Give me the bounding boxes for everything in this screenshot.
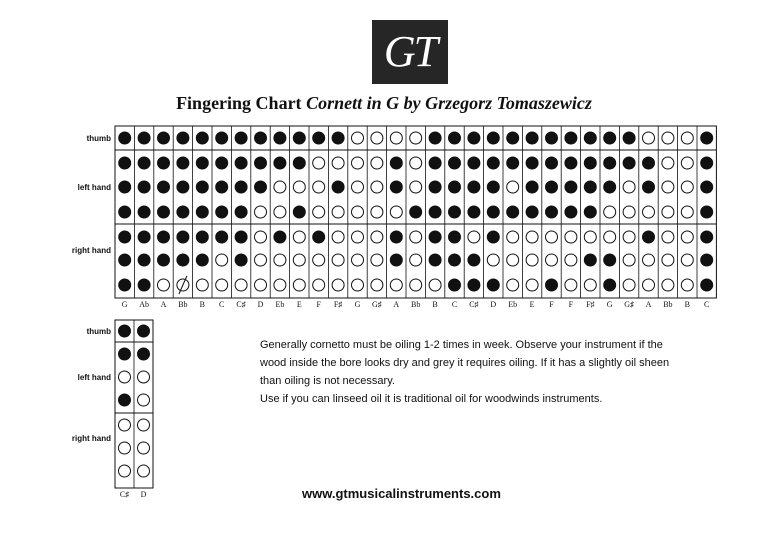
open-hole <box>352 231 364 243</box>
closed-hole <box>701 206 713 218</box>
closed-hole <box>429 231 441 243</box>
open-hole <box>546 231 558 243</box>
description-line: Generally cornetto must be oiling 1-2 times in week. Observe your instrument if the <box>260 339 663 351</box>
closed-hole <box>487 181 499 193</box>
open-hole <box>584 231 596 243</box>
open-hole <box>332 254 344 266</box>
closed-hole <box>449 279 461 291</box>
closed-hole <box>468 157 480 169</box>
open-hole <box>332 279 344 291</box>
description-line: wood inside the bore looks dry and grey it requires oiling. If it has a slightly oil sheen <box>260 357 670 369</box>
open-hole <box>681 132 693 144</box>
open-hole <box>507 254 519 266</box>
open-hole <box>119 419 131 431</box>
note-label: D <box>140 490 147 499</box>
title-main: Fingering Chart <box>176 93 302 113</box>
open-hole <box>468 231 480 243</box>
closed-hole <box>565 206 577 218</box>
open-hole <box>216 279 228 291</box>
note-label: C♯ <box>119 490 130 499</box>
open-hole <box>410 132 422 144</box>
open-hole <box>662 206 674 218</box>
open-hole <box>410 279 422 291</box>
closed-hole <box>429 206 441 218</box>
closed-hole <box>526 157 538 169</box>
open-hole <box>371 181 383 193</box>
open-hole <box>138 465 150 477</box>
note-label: F♯ <box>333 300 343 309</box>
open-hole <box>352 206 364 218</box>
note-label: B <box>199 300 205 309</box>
title-instrument: Cornett in G by Grzegorz Tomaszewicz <box>306 93 592 113</box>
note-label: Bb <box>663 300 673 309</box>
closed-hole <box>119 394 131 406</box>
open-hole <box>313 254 325 266</box>
open-hole <box>487 254 499 266</box>
open-hole <box>352 181 364 193</box>
closed-hole <box>487 206 499 218</box>
closed-hole <box>584 254 596 266</box>
closed-hole <box>643 157 655 169</box>
note-label: A <box>645 300 652 309</box>
closed-hole <box>546 157 558 169</box>
closed-hole <box>196 206 208 218</box>
closed-hole <box>274 157 286 169</box>
closed-hole <box>584 206 596 218</box>
open-hole <box>371 231 383 243</box>
open-hole <box>390 279 402 291</box>
open-hole <box>623 231 635 243</box>
row-label: right hand <box>71 246 111 255</box>
closed-hole <box>623 157 635 169</box>
closed-hole <box>487 231 499 243</box>
open-hole <box>410 157 422 169</box>
open-hole <box>293 181 305 193</box>
open-hole <box>662 254 674 266</box>
note-label: Ab <box>139 300 149 309</box>
closed-hole <box>429 157 441 169</box>
closed-hole <box>158 206 170 218</box>
note-label: B <box>432 300 438 309</box>
open-hole <box>255 254 267 266</box>
open-hole <box>313 206 325 218</box>
closed-hole <box>584 181 596 193</box>
open-hole <box>429 279 441 291</box>
closed-hole <box>487 157 499 169</box>
closed-hole <box>643 231 655 243</box>
closed-hole <box>429 181 441 193</box>
note-label: G <box>606 300 613 309</box>
open-hole <box>352 132 364 144</box>
description-line: than oiling is not necessary. <box>260 375 395 387</box>
open-hole <box>119 465 131 477</box>
closed-hole <box>701 181 713 193</box>
closed-hole <box>255 181 267 193</box>
row-label: thumb <box>86 327 111 336</box>
closed-hole <box>313 132 325 144</box>
note-label: Bb <box>178 300 188 309</box>
open-hole <box>681 254 693 266</box>
closed-hole <box>293 157 305 169</box>
closed-hole <box>196 231 208 243</box>
closed-hole <box>390 157 402 169</box>
note-label: C♯ <box>469 300 479 309</box>
closed-hole <box>604 279 616 291</box>
closed-hole <box>177 231 189 243</box>
closed-hole <box>604 157 616 169</box>
closed-hole <box>216 157 228 169</box>
closed-hole <box>119 325 131 337</box>
closed-hole <box>274 231 286 243</box>
closed-hole <box>526 206 538 218</box>
open-hole <box>565 231 577 243</box>
closed-hole <box>119 231 131 243</box>
note-label: F <box>568 300 574 309</box>
closed-hole <box>138 231 150 243</box>
open-hole <box>623 181 635 193</box>
open-hole <box>604 206 616 218</box>
closed-hole <box>119 348 131 360</box>
open-hole <box>681 231 693 243</box>
note-label: Bb <box>411 300 421 309</box>
open-hole <box>662 132 674 144</box>
open-hole <box>662 181 674 193</box>
open-hole <box>390 206 402 218</box>
closed-hole <box>701 231 713 243</box>
open-hole <box>313 157 325 169</box>
closed-hole <box>274 132 286 144</box>
closed-hole <box>468 181 480 193</box>
row-label: thumb <box>86 134 111 143</box>
closed-hole <box>507 206 519 218</box>
closed-hole <box>216 206 228 218</box>
closed-hole <box>449 206 461 218</box>
open-hole <box>643 254 655 266</box>
open-hole <box>565 279 577 291</box>
closed-hole <box>158 181 170 193</box>
open-hole <box>196 279 208 291</box>
closed-hole <box>138 157 150 169</box>
open-hole <box>623 254 635 266</box>
closed-hole <box>526 132 538 144</box>
open-hole <box>158 279 170 291</box>
closed-hole <box>138 279 150 291</box>
closed-hole <box>177 157 189 169</box>
open-hole <box>410 254 422 266</box>
closed-hole <box>565 157 577 169</box>
closed-hole <box>293 206 305 218</box>
closed-hole <box>468 132 480 144</box>
closed-hole <box>138 348 150 360</box>
open-hole <box>662 231 674 243</box>
note-label: C <box>704 300 710 309</box>
open-hole <box>293 254 305 266</box>
closed-hole <box>429 132 441 144</box>
open-hole <box>507 279 519 291</box>
closed-hole <box>390 231 402 243</box>
closed-hole <box>546 206 558 218</box>
open-hole <box>332 206 344 218</box>
note-label: F♯ <box>586 300 595 309</box>
closed-hole <box>390 254 402 266</box>
open-hole <box>681 181 693 193</box>
closed-hole <box>449 231 461 243</box>
closed-hole <box>196 132 208 144</box>
closed-hole <box>701 254 713 266</box>
closed-hole <box>390 181 402 193</box>
open-hole <box>274 181 286 193</box>
closed-hole <box>449 157 461 169</box>
open-hole <box>255 206 267 218</box>
closed-hole <box>507 157 519 169</box>
open-hole <box>216 254 228 266</box>
open-hole <box>371 254 383 266</box>
open-hole <box>681 206 693 218</box>
closed-hole <box>119 206 131 218</box>
note-label: C <box>219 300 225 309</box>
closed-hole <box>507 132 519 144</box>
open-hole <box>313 279 325 291</box>
closed-hole <box>158 231 170 243</box>
oiling-description <box>260 336 730 408</box>
open-hole <box>681 279 693 291</box>
closed-hole <box>565 132 577 144</box>
open-hole <box>604 231 616 243</box>
closed-hole <box>584 157 596 169</box>
open-hole <box>623 279 635 291</box>
open-hole <box>410 231 422 243</box>
open-hole <box>507 181 519 193</box>
closed-hole <box>119 132 131 144</box>
note-label: Eb <box>508 300 518 309</box>
closed-hole <box>604 132 616 144</box>
closed-hole <box>235 254 247 266</box>
closed-hole <box>177 132 189 144</box>
open-hole <box>255 279 267 291</box>
note-label: G <box>121 300 128 309</box>
closed-hole <box>216 231 228 243</box>
open-hole <box>526 254 538 266</box>
open-hole <box>410 181 422 193</box>
open-hole <box>293 279 305 291</box>
note-label: C <box>451 300 458 309</box>
open-hole <box>584 279 596 291</box>
open-hole <box>138 442 150 454</box>
open-hole <box>255 231 267 243</box>
open-hole <box>235 279 247 291</box>
closed-hole <box>138 132 150 144</box>
closed-hole <box>158 157 170 169</box>
closed-hole <box>584 132 596 144</box>
open-hole <box>293 231 305 243</box>
closed-hole <box>623 132 635 144</box>
closed-hole <box>235 181 247 193</box>
note-label: A <box>393 300 400 309</box>
closed-hole <box>158 254 170 266</box>
closed-hole <box>643 181 655 193</box>
closed-hole <box>138 181 150 193</box>
closed-hole <box>468 279 480 291</box>
open-hole <box>371 279 383 291</box>
closed-hole <box>216 132 228 144</box>
closed-hole <box>138 254 150 266</box>
closed-hole <box>546 279 558 291</box>
open-hole <box>332 231 344 243</box>
open-hole <box>643 132 655 144</box>
open-hole <box>390 132 402 144</box>
open-hole <box>643 279 655 291</box>
closed-hole <box>119 181 131 193</box>
note-label: E <box>529 300 535 309</box>
note-label: G♯ <box>624 300 634 309</box>
closed-hole <box>546 132 558 144</box>
open-hole <box>526 279 538 291</box>
closed-hole <box>429 254 441 266</box>
closed-hole <box>235 206 247 218</box>
note-label: C♯ <box>236 300 246 309</box>
open-hole <box>119 371 131 383</box>
open-hole <box>274 279 286 291</box>
row-label: left hand <box>77 183 111 192</box>
note-label: E <box>296 300 302 309</box>
open-hole <box>371 157 383 169</box>
description-line: Use if you can linseed oil it is traditional oil for woodwinds instruments. <box>260 393 603 405</box>
closed-hole <box>119 254 131 266</box>
open-hole <box>623 206 635 218</box>
open-hole <box>565 254 577 266</box>
closed-hole <box>235 231 247 243</box>
closed-hole <box>158 132 170 144</box>
open-hole <box>274 254 286 266</box>
closed-hole <box>701 279 713 291</box>
open-hole <box>371 206 383 218</box>
closed-hole <box>235 157 247 169</box>
closed-hole <box>546 181 558 193</box>
closed-hole <box>449 132 461 144</box>
closed-hole <box>701 132 713 144</box>
closed-hole <box>701 157 713 169</box>
note-label: F <box>316 300 321 309</box>
open-hole <box>352 254 364 266</box>
open-hole <box>546 254 558 266</box>
note-label: D <box>490 300 497 309</box>
closed-hole <box>177 181 189 193</box>
note-label: A <box>160 300 167 309</box>
open-hole <box>662 157 674 169</box>
closed-hole <box>487 279 499 291</box>
closed-hole <box>293 132 305 144</box>
open-hole <box>643 206 655 218</box>
open-hole <box>526 231 538 243</box>
note-label: D <box>257 300 264 309</box>
open-hole <box>138 394 150 406</box>
open-hole <box>352 279 364 291</box>
open-hole <box>662 279 674 291</box>
closed-hole <box>255 157 267 169</box>
closed-hole <box>119 279 131 291</box>
closed-hole <box>138 325 150 337</box>
note-label: G♯ <box>372 300 382 309</box>
open-hole <box>352 157 364 169</box>
closed-hole <box>313 231 325 243</box>
row-label: right hand <box>71 434 111 443</box>
open-hole <box>332 157 344 169</box>
closed-hole <box>332 181 344 193</box>
closed-hole <box>138 206 150 218</box>
closed-hole <box>255 132 267 144</box>
closed-hole <box>565 181 577 193</box>
closed-hole <box>604 181 616 193</box>
closed-hole <box>332 132 344 144</box>
open-hole <box>313 181 325 193</box>
note-label: F <box>549 300 554 309</box>
closed-hole <box>216 181 228 193</box>
open-hole <box>119 442 131 454</box>
row-label: left hand <box>77 373 111 382</box>
closed-hole <box>196 157 208 169</box>
closed-hole <box>449 254 461 266</box>
closed-hole <box>410 206 422 218</box>
open-hole <box>371 132 383 144</box>
open-hole <box>681 157 693 169</box>
closed-hole <box>468 206 480 218</box>
note-label: B <box>684 300 690 309</box>
note-label: G <box>354 300 361 309</box>
closed-hole <box>177 206 189 218</box>
open-hole <box>138 371 150 383</box>
closed-hole <box>196 254 208 266</box>
note-label: Eb <box>275 300 285 309</box>
closed-hole <box>468 254 480 266</box>
closed-hole <box>119 157 131 169</box>
closed-hole <box>177 254 189 266</box>
closed-hole <box>449 181 461 193</box>
closed-hole <box>604 254 616 266</box>
closed-hole <box>235 132 247 144</box>
closed-hole <box>487 132 499 144</box>
website-link[interactable]: www.gtmusicalinstruments.com <box>302 486 501 501</box>
open-hole <box>138 419 150 431</box>
open-hole <box>507 231 519 243</box>
logo-text: GT <box>383 27 437 76</box>
open-hole <box>274 206 286 218</box>
closed-hole <box>196 181 208 193</box>
closed-hole <box>526 181 538 193</box>
